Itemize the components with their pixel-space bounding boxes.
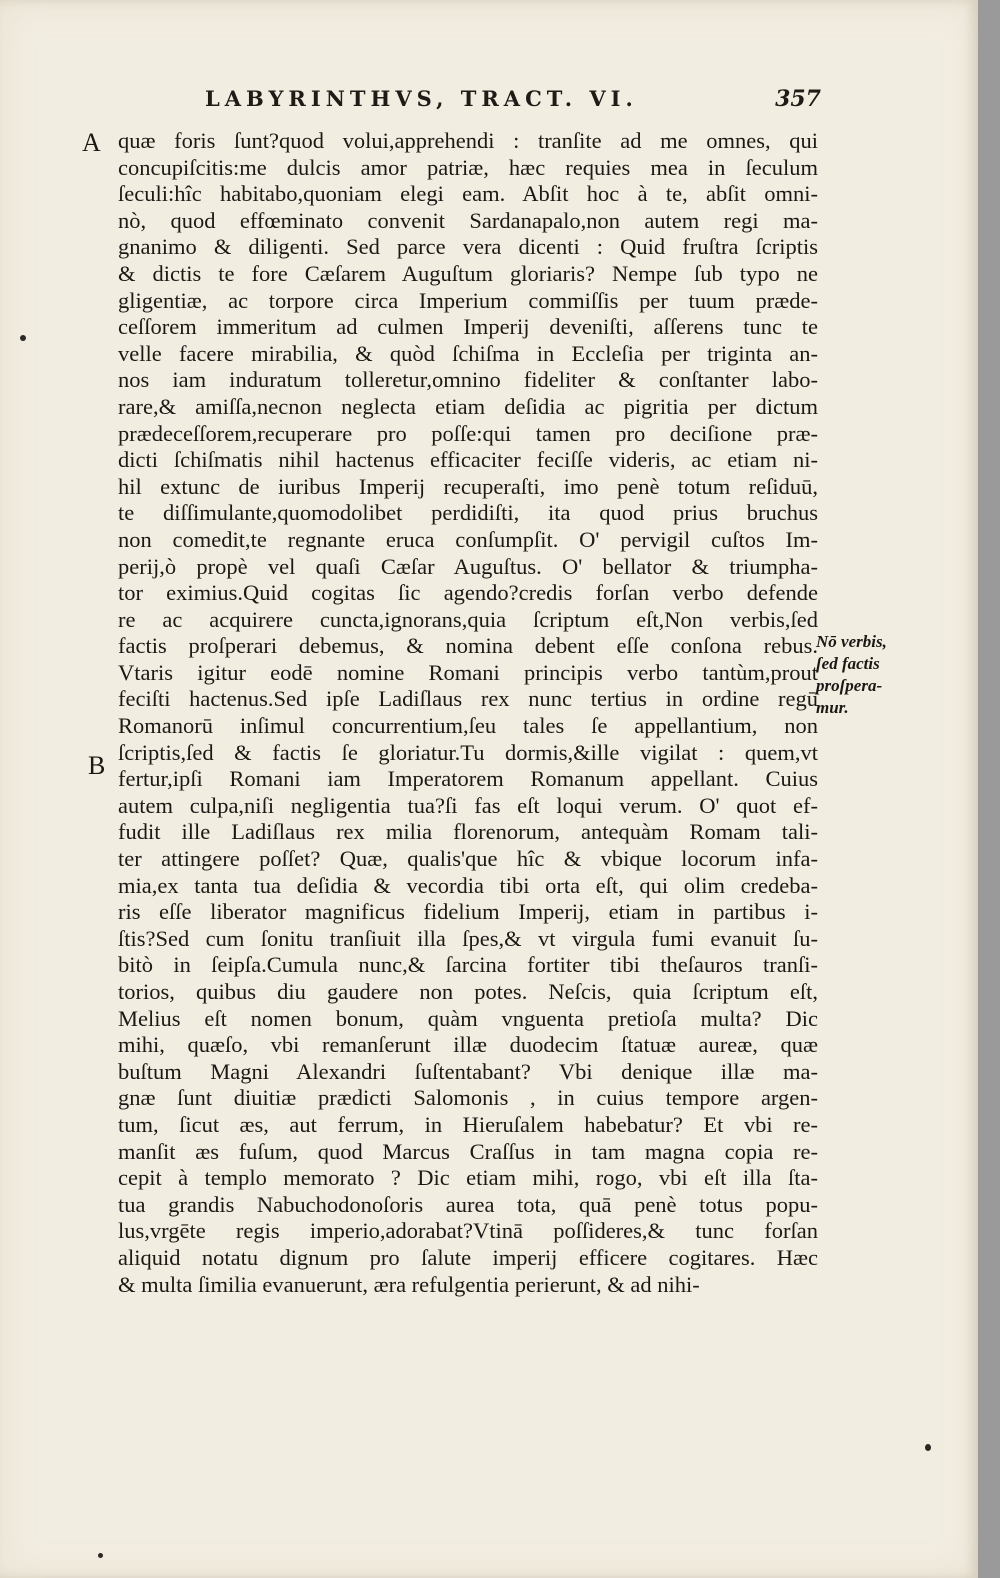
text-line: autem culpa,niſi negligentia tua?ſi fas eſt loqui verum. O' quot ef- [118,792,818,818]
text-line: hil extunc de iuribus Imperij recuperaſti, imo penè totum reſiduū, [118,473,818,499]
section-marker-b: B [88,751,106,780]
running-title: LABYRINTHVS, TRACT. VI. [205,86,638,111]
page-number: 357 [775,86,821,112]
text-line: gligentiæ, ac torpore circa Imperium commiſſis per tuum præde- [118,287,818,313]
text-line: fudit ille Ladiſlaus rex milia florenorum, antequàm Romam tali- [118,819,818,845]
text-line: cepit à templo memorato ? Dic etiam mihi, rogo, vbi eſt illa ſta- [118,1165,818,1191]
text-line: mihi, quæſo, vbi remanſerunt illæ duodecim ſtatuæ aureæ, quæ [118,1032,818,1058]
text-line: ter attingere poſſet? Quæ, qualis'que hîc & vbique locorum infa- [118,846,818,872]
text-line: rare,& amiſſa,necnon neglecta etiam deſidia ac pigritia per dictum [118,393,818,419]
text-line: & dictis te fore Cæſarem Auguſtum gloriaris? Nempe ſub typo ne [118,260,818,286]
text-line: gnanimo & diligenti. Sed parce vera dicenti : Quid fruſtra ſcriptis [118,234,818,260]
text-line: tum, ſicut æs, aut ferrum, in Hieruſalem habebatur? Et vbi re- [118,1111,818,1137]
text-line: torios, quibus diu gaudere non potes. Neſcis, quia ſcriptum eſt, [118,979,818,1004]
text-line: velle facere mirabilia, & quòd ſchiſma in Eccleſia per triginta an- [118,340,818,366]
text-line: ceſſorem immeritum ad culmen Imperij deveniſti, aſſerens tunc te [118,314,818,340]
text-line: ſtis?Sed cum ſonitu tranſiuit illa ſpes,& vt virgula fumi evanuit ſu- [118,925,818,951]
text-line: aliquid notatu dignum pro ſalute imperij efficere cogitares. Hæc [118,1244,818,1270]
text-line: Romanorū inſimul concurrentium,ſeu tales ſe appellantium, non [118,713,818,739]
text-line: concupiſcitis:me dulcis amor patriæ, hæc requies mea in ſeculum [118,154,818,180]
text-line: mia,ex tanta tua deſidia & vecordia tibi orta eſt, qui olim credeba- [118,872,818,898]
text-line: lus,vrgēte regis imperio,adorabat?Vtinā poſſideres,& tunc forſan [118,1218,818,1244]
text-line: quæ foris ſunt?quod volui,apprehendi : tranſite ad me omnes, qui [118,128,818,153]
text-line: bitò in ſeipſa.Cumula nunc,& ſarcina fortiter tibi theſauros tranſi- [118,952,818,978]
text-line: factis proſperari debemus, & nomina debent eſſe conſona rebus. [118,633,818,659]
ink-speck [98,1553,103,1558]
margin-note-line: proſpera- [816,676,883,695]
margin-note-line: ſed factis [816,654,880,673]
text-line: dicti ſchiſmatis nihil hactenus efficaciter feciſſe videris, ac etiam ni- [118,447,818,473]
text-line: ris eſſe liberator magnificus fidelium Imperij, etiam in partibus i- [118,899,818,925]
text-line: ſcriptis,ſed & factis ſe gloriatur.Tu dormis,&ille vigilat : quem,vt [118,739,818,765]
section-marker-a: A [82,128,101,157]
text-line: nos iam induratum tolleretur,omnino fideliter & conſtanter labo- [118,367,818,393]
text-line: ſeculi:hîc habitabo,quoniam elegi eam. Abſit hoc à te, abſit omni- [118,181,818,207]
text-line: buſtum Magni Alexandri ſuſtentabant? Vbi denique illæ ma- [118,1058,818,1084]
text-line: manſit æs fuſum, quod Marcus Craſſus in tam magna copia re- [118,1138,818,1164]
ink-speck [20,335,26,341]
text-line: nò, quod effœminato convenit Sardanapalo,non autem regi ma- [118,207,818,233]
margin-note-line: mur. [816,698,849,717]
text-line: prædeceſſorem,recuperare pro poſſe:qui tamen pro deciſione præ- [118,420,818,446]
text-line: feciſti hactenus.Sed ipſe Ladiſlaus rex nunc tertius in ordine regū [118,686,818,712]
text-line: re ac acquirere cuncta,ignorans,quia ſcriptum eſt,Non verbis,ſed [118,606,818,632]
scan-border [978,0,1000,1578]
text-line: & multa ſimilia evanuerunt, æra refulgentia perierunt, & ad nihi- [118,1271,700,1297]
text-line: Melius eſt nomen bonum, quàm vnguenta pretioſa multa? Dic [118,1005,818,1031]
text-line: non comedit,te regnante eruca conſumpſit. O' pervigil cuſtos Im- [118,526,818,552]
text-line: Vtaris igitur eodē nomine Romani principis verbo tantùm,prout [118,659,818,685]
text-line: gnæ ſunt diuitiæ prædicti Salomonis , in cuius tempore argen- [118,1085,818,1111]
text-line: tor eximius.Quid cogitas ſic agendo?credis forſan verbo defende [118,580,818,606]
text-line: tua grandis Nabuchodonoſoris aurea tota, quā penè totus popu- [118,1191,818,1217]
text-line: perij,ò propè vel quaſi Cæſar Auguſtus. O' bellator & triumpha- [118,553,818,579]
margin-note-line: Nō verbis, [816,632,887,651]
text-line: fertur,ipſi Romani iam Imperatorem Romanum appellant. Cuius [118,766,818,792]
ink-speck [925,1444,931,1451]
body-text [118,128,818,1298]
page-header [205,86,825,116]
text-line: te diſſimulante,quomodolibet perdidiſti, ita quod prius bruchus [118,500,818,526]
margin-note [816,631,926,719]
